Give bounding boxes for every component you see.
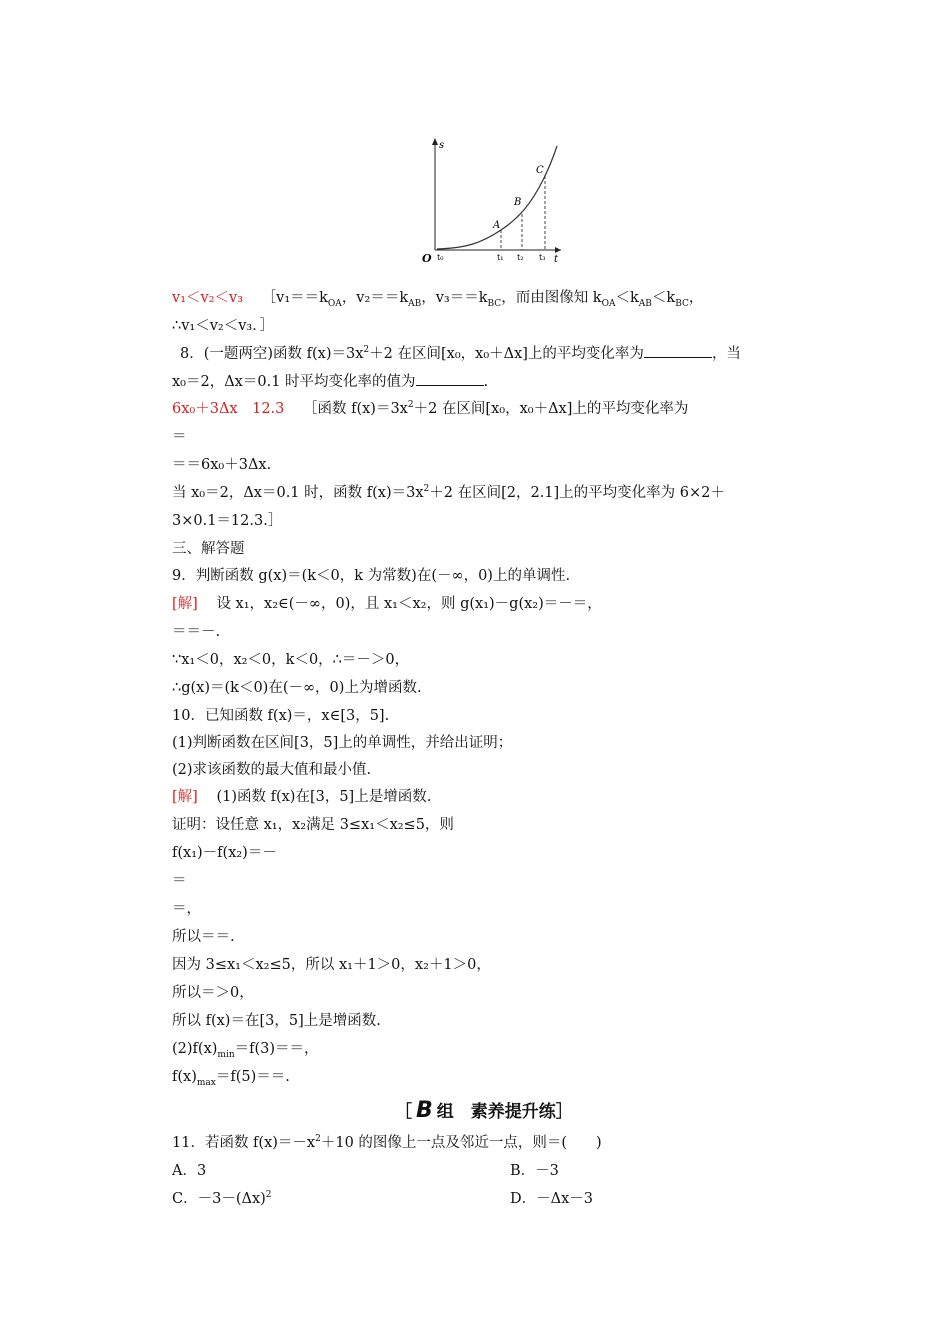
text-run: ＋2 在区间[2，2.1]上的平均变化率为 6×2＋ [429, 485, 725, 501]
question-9: 9．判断函数 g(x)＝(k＜0，k 为常数)在(－∞，0)上的单调性. [172, 568, 571, 584]
subscript: min [217, 1049, 235, 1060]
solution-10-line [172, 787, 431, 807]
subscript: OA [327, 298, 342, 309]
label-A: A [493, 220, 501, 231]
text-line: ＝ [172, 429, 187, 445]
superscript: 2 [315, 1134, 321, 1145]
question-10-part2: (2)求该函数的最大值和最小值. [172, 762, 372, 778]
text-run: 11．若函数 f(x)＝－x [172, 1135, 316, 1151]
group-title: 组 素养提升练 [436, 1102, 556, 1122]
text-line: ＝＝－. [172, 624, 221, 640]
label-t2: t₂ [517, 253, 524, 262]
label-t: t [554, 254, 559, 264]
solution-tag: [解] [172, 789, 198, 805]
label-C: C [536, 165, 544, 176]
text-line [172, 483, 725, 503]
subscript: OA [601, 298, 616, 309]
option-c [172, 1189, 272, 1209]
text-run: ＝f(5)＝＝. [215, 1069, 290, 1085]
text-line: ∴v₁＜v₂＜v₃．］ [172, 318, 274, 334]
label-t1: t₁ [497, 253, 504, 262]
subscript: max [196, 1077, 216, 1088]
subscript: AB [408, 298, 422, 309]
text-line: 所以＝＞0， [172, 985, 254, 1001]
text-line: ∴g(x)＝(k＜0)在(－∞，0)上为增函数. [172, 680, 422, 696]
text-line: f(x₁)－f(x₂)＝－ [172, 845, 277, 861]
answer-7-line [172, 288, 703, 308]
option-d: D．－Δx－3 [510, 1191, 593, 1207]
text-line: ＝， [172, 901, 201, 917]
text-line: 3×0.1＝12.3.］ [172, 513, 283, 529]
answer-7-key: v₁＜v₂＜v₃ [172, 290, 244, 306]
curve [437, 146, 557, 249]
answer-blank [416, 371, 484, 386]
text-run: C．－3－(Δx) [172, 1191, 266, 1207]
label-s: s [439, 140, 445, 151]
section-heading: 三、解答题 [172, 541, 245, 557]
label-origin: O [422, 252, 432, 264]
question-10-part1: (1)判断函数在区间[3，5]上的单调性，并给出证明； [172, 735, 513, 751]
text-line: 所以＝＝. [172, 929, 235, 945]
question-11 [172, 1133, 602, 1153]
text-run: ［函数 f(x)＝3x [302, 401, 408, 417]
subscript: AB [638, 298, 652, 309]
text-line: 因为 3≤x₁＜x₂≤5，所以 x₁＋1＞0，x₂＋1＞0， [172, 957, 491, 973]
option-b: B．－3 [510, 1163, 559, 1179]
text-run: ＝f(3)＝＝， [234, 1041, 319, 1057]
t-axis-arrow-icon [555, 247, 561, 253]
question-8-line1 [172, 343, 741, 364]
superscript: 2 [407, 400, 414, 411]
text-run: ，v₂＝＝k [341, 290, 409, 306]
bracket-open: ［ [395, 1102, 412, 1122]
question-10: 10．已知函数 f(x)＝，x∈[3，5]. [172, 708, 390, 724]
text-run: (1)函数 f(x)在[3，5]上是增函数. [216, 789, 432, 805]
text-run: ，v₃＝＝k [421, 290, 488, 306]
subscript: BC [675, 298, 689, 309]
solution-9-line [172, 594, 602, 614]
text-run: ＋2 在区间[x₀，x₀＋Δx]上的平均变化率为 [369, 346, 644, 362]
bracket-close: ］ [555, 1102, 573, 1122]
text-line [172, 1039, 319, 1059]
label-B: B [514, 197, 522, 208]
question-8-line2 [172, 371, 488, 392]
text-run: ， [688, 290, 704, 306]
text-run: 设 x₁，x₂∈(－∞，0)，且 x₁＜x₂，则 g(x₁)－g(x₂)＝－＝， [216, 596, 602, 612]
text-line: ∵x₁＜0，x₂＜0，k＜0，∴＝－＞0， [172, 652, 410, 668]
group-letter: B [416, 1098, 433, 1123]
text-line: ＝＝6x₀＋3Δx. [172, 457, 272, 473]
text-run: 当 x₀＝2，Δx＝0.1 时，函数 f(x)＝3x [172, 485, 424, 501]
text-run: ＜k [615, 290, 639, 306]
superscript: 2 [363, 345, 370, 356]
text-run: ＋2 在区间[x₀，x₀＋Δx]上的平均变化率为 [413, 401, 689, 417]
superscript: 2 [265, 1190, 272, 1201]
option-a: A．3 [172, 1163, 207, 1179]
solution-tag: [解] [172, 596, 198, 612]
text-line [172, 1067, 290, 1087]
superscript: 2 [423, 484, 430, 495]
label-t3: t₃ [539, 253, 546, 262]
text-run: ［v₁＝＝k [261, 290, 328, 306]
text-run: ，而由图像知 k [501, 290, 602, 306]
text-run: ，当 [711, 346, 741, 362]
text-run: x₀＝2，Δx＝0.1 时平均变化率的值为 [172, 374, 416, 390]
text-run: f(x) [172, 1069, 197, 1085]
position-time-graph [405, 132, 565, 264]
text-run: ＋10 的图像上一点及邻近一点，则＝( ) [320, 1135, 602, 1151]
text-line: 所以 f(x)＝在[3，5]上是增函数. [172, 1013, 381, 1029]
text-run: . [483, 374, 489, 390]
s-axis-arrow-icon [432, 138, 438, 145]
subscript: BC [487, 298, 502, 309]
answer-blank [644, 343, 712, 358]
label-t0: t₀ [437, 253, 444, 262]
text-run: ＜k [651, 290, 676, 306]
group-b-heading [395, 1097, 573, 1123]
text-line: ＝ [172, 873, 187, 889]
answer-8-line [172, 399, 688, 419]
text-line: 证明：设任意 x₁，x₂满足 3≤x₁＜x₂≤5，则 [172, 817, 454, 833]
answer-8-key: 6x₀＋3Δx 12.3 [172, 401, 285, 417]
text-run: (2)f(x) [172, 1041, 218, 1057]
text-run: 8．(一题两空)函数 f(x)＝3x [180, 346, 364, 362]
